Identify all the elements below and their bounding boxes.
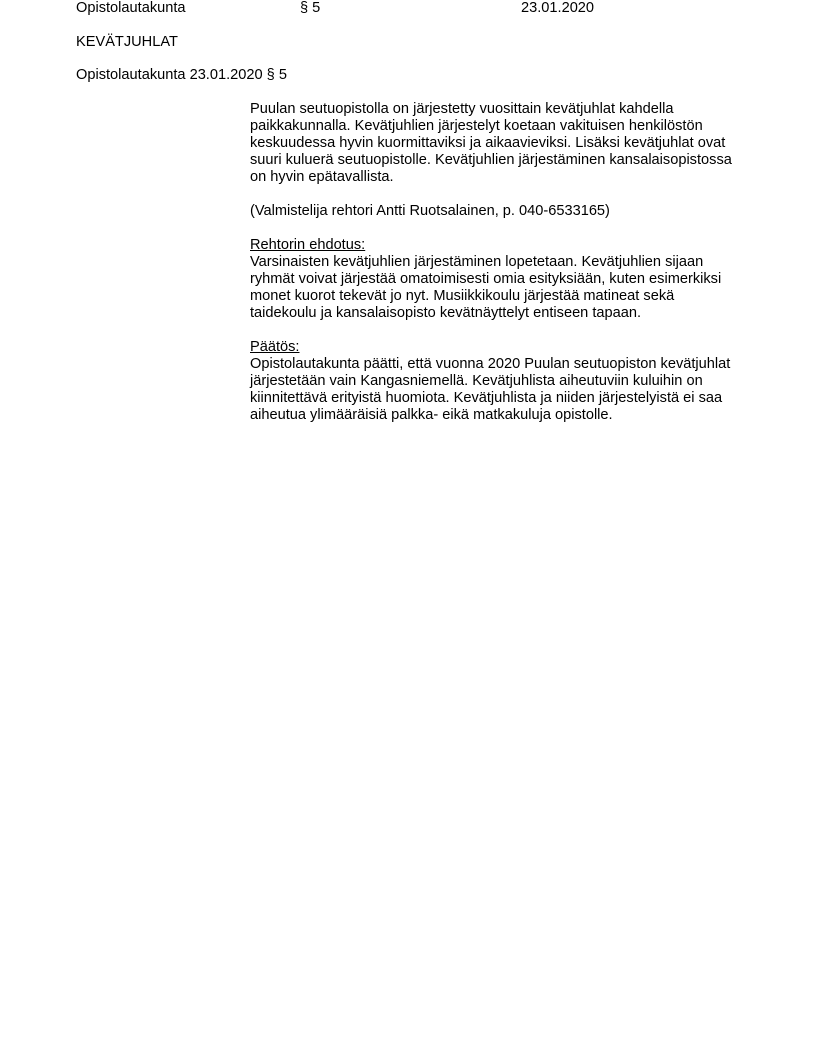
preparer-paragraph: (Valmistelija rehtori Antti Ruotsalainen, p. 040-6533165)	[250, 203, 610, 219]
document-body	[250, 101, 745, 441]
intro-paragraph: Puulan seutuopistolla on järjestetty vuosittain kevätjuhlat kahdella paikkakunnalla. Kevätjuhlien järjestelyt koetaan vakituisen henkilöstön keskuudessa hyvin kuormittaviksi ja aikaavieviksi. Lisäksi kevätjuhlat ovat suuri kuluerä seutuopistolle. Kevätjuhlien järjestäminen kansalaisopistossa on hyvin epätavallista.	[250, 101, 732, 185]
header-body-name: Opistolautakunta	[76, 0, 186, 16]
header-section-number: § 5	[300, 0, 321, 16]
meeting-reference: Opistolautakunta 23.01.2020 § 5	[76, 67, 287, 83]
decision-text: Opistolautakunta päätti, että vuonna 2020 Puulan seutuopiston kevätjuhlat järjestetään vain Kangasniemellä. Kevätjuhlista aiheutuviin kuluihin on kiinnitettävä erityistä huomiota. Kevätjuhlista ja niiden järjestelyistä ei saa aiheutua ylimääräisiä palkka- eikä matkakuluja opistolle.	[250, 356, 731, 423]
proposal-heading: Rehtorin ehdotus:	[250, 237, 366, 253]
decision-section	[250, 339, 745, 424]
header-date: 23.01.2020	[521, 0, 595, 16]
document-title: KEVÄTJUHLAT	[76, 34, 178, 50]
proposal-text: Varsinaisten kevätjuhlien järjestäminen lopetetaan. Kevätjuhlien sijaan ryhmät voivat järjestää omatoimisesti omia esityksiään, kuten esimerkiksi monet kuorot tekevät jo nyt. Musiikkikoulu järjestää matineat sekä taidekoulu ja kansalaisopisto kevätnäyttelyt entiseen tapaan.	[250, 254, 722, 321]
decision-heading: Päätös:	[250, 339, 300, 355]
proposal-section	[250, 237, 745, 322]
